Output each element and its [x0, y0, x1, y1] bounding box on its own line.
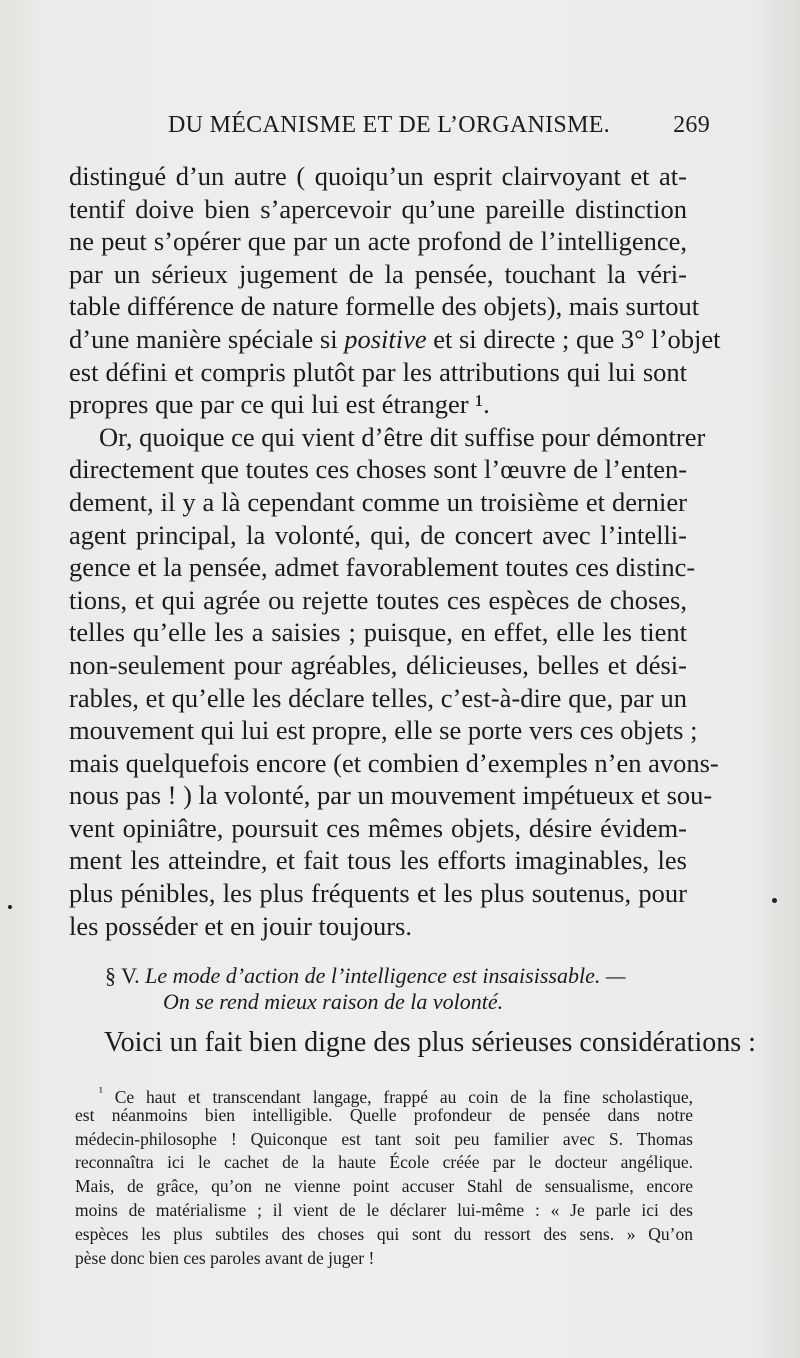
- running-head-title: DU MÉCANISME ET DE L’ORGANISME.: [168, 112, 610, 138]
- text-line: d’une manière spéciale si positive et si directe ; que 3° l’objet: [69, 323, 721, 354]
- text-line: directement que toutes ces choses sont l’œuvre de l’enten-: [69, 454, 688, 485]
- footnote-line: Mais, de grâce, qu’on ne vienne point accuser Stahl de sensualisme, encore: [75, 1176, 693, 1197]
- text-line: vent opiniâtre, poursuit ces mêmes objets, désire évidem-: [69, 812, 687, 843]
- text-line: les posséder et en jouir toujours.: [69, 910, 412, 941]
- footnote-line: reconnaîtra ici le cachet de la haute École créée par le docteur angélique.: [75, 1152, 693, 1173]
- footnote-line: espèces les plus subtiles des choses qui sont du ressort des sens. » Qu’on: [75, 1223, 693, 1244]
- text-line: telles qu’elle les a saisies ; puisque, en effet, elle les tient: [69, 617, 687, 648]
- text-line: ne peut s’opérer que par un acte profond de l’intelligence,: [69, 226, 687, 257]
- paper-speck: [772, 898, 777, 903]
- section-title-part-1: Le mode d’action de l’intelligence est insaisissable. —: [145, 963, 626, 988]
- text-line: tentif doive bien s’apercevoir qu’une pareille distinction: [69, 193, 687, 224]
- text-line: gence et la pensée, admet favorablement toutes ces distinc-: [69, 552, 696, 583]
- text-line: distingué d’un autre ( quoiqu’un esprit clairvoyant et at-: [69, 161, 687, 191]
- text-line: rables, et qu’elle les déclare telles, c’est-à-dire que, par un: [69, 682, 687, 713]
- footnote-line: médecin-philosophe ! Quiconque est tant soit peu familier avec S. Thomas: [75, 1128, 693, 1149]
- footnote-marker: ¹: [99, 1084, 103, 1099]
- text-line: agent principal, la volonté, qui, de concert avec l’intelli-: [69, 519, 687, 550]
- footnote-line: est néanmoins bien intelligible. Quelle profondeur de pensée dans notre: [75, 1104, 693, 1125]
- lead-sentence: Voici un fait bien digne des plus sérieuses considérations :: [104, 1027, 756, 1058]
- footnote: [75, 1080, 693, 1270]
- text-line: nous pas ! ) la volonté, par un mouvement impétueux et sou-: [69, 780, 713, 811]
- text-line: par un sérieux jugement de la pensée, touchant la véri-: [69, 258, 687, 289]
- section-heading: [105, 963, 695, 1015]
- text-line: non-seulement pour agréables, délicieuses, belles et dési-: [69, 649, 687, 680]
- text-line: mais quelquefois encore (et combien d’exemples n’en avons-: [69, 747, 719, 778]
- text-line: ment les atteindre, et fait tous les efforts imaginables, les: [69, 845, 687, 876]
- footnote-text: Ce haut et transcendant langage, frappé au coin de la fine scholastique,: [114, 1086, 693, 1107]
- section-heading-line-1: [105, 963, 695, 989]
- page-number: 269: [673, 112, 710, 138]
- text-line: tions, et qui agrée ou rejette toutes ces espèces de choses,: [69, 584, 687, 615]
- section-title-part-2: On se rend mieux raison de la volonté.: [163, 989, 504, 1014]
- text-line: plus pénibles, les plus fréquents et les plus soutenus, pour: [69, 878, 687, 909]
- section-number: § V.: [105, 963, 140, 988]
- text-line: est défini et compris plutôt par les attributions qui lui sont: [69, 356, 687, 387]
- paper-speck: [8, 905, 12, 909]
- text-line: propres que par ce qui lui est étranger ¹.: [69, 389, 490, 420]
- body-text: [69, 160, 721, 942]
- footnote-line: pèse donc bien ces paroles avant de juger !: [75, 1247, 375, 1268]
- text-line: mouvement qui lui est propre, elle se porte vers ces objets ;: [69, 715, 698, 746]
- text-line: dement, il y a là cependant comme un troisième et dernier: [69, 486, 687, 517]
- text-line: table différence de nature formelle des objets), mais surtout: [69, 291, 700, 322]
- text-line: Or, quoique ce qui vient d’être dit suffise pour démontrer: [99, 421, 706, 452]
- footnote-line-1: [75, 1080, 693, 1107]
- footnote-line: moins de matérialisme ; il vient de le déclarer lui-même : « Je parle ici des: [75, 1199, 693, 1220]
